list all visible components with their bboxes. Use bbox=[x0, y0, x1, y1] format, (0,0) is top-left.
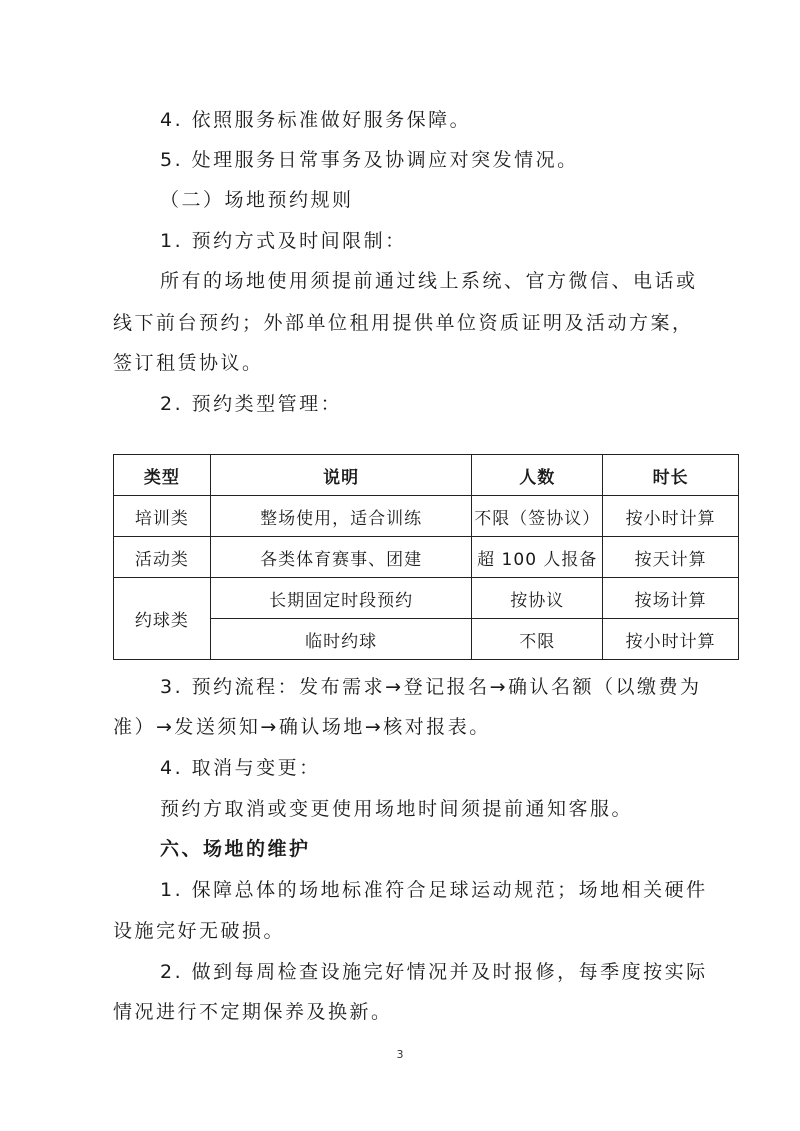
text-line: 情况进行不定期保养及换新。 bbox=[113, 1001, 393, 1023]
text-line: 3. 预约流程：发布需求→登记报名→确认名额（以缴费为 bbox=[160, 676, 702, 698]
section-heading: 六、场地的维护 bbox=[160, 838, 311, 860]
text-line: 设施完好无破损。 bbox=[113, 920, 286, 942]
text-line: 线下前台预约；外部单位租用提供单位资质证明及活动方案， bbox=[113, 312, 694, 334]
table-header-row bbox=[114, 455, 739, 496]
text-line: 1. 预约方式及时间限制： bbox=[160, 230, 407, 252]
cell-people: 按协议 bbox=[472, 578, 603, 619]
header-duration: 时长 bbox=[603, 455, 739, 496]
text-line: 4. 依照服务标准做好服务保障。 bbox=[160, 109, 472, 131]
cell-desc: 整场使用，适合训练 bbox=[210, 496, 472, 537]
cell-people: 超 100 人报备 bbox=[472, 537, 603, 578]
header-type: 类型 bbox=[114, 455, 211, 496]
text-line: 1. 保障总体的场地标准符合足球运动规范；场地相关硬件 bbox=[160, 879, 708, 901]
text-line: 预约方取消或变更使用场地时间须提前通知客服。 bbox=[160, 798, 634, 820]
table-row bbox=[114, 578, 739, 619]
cell-duration: 按小时计算 bbox=[603, 496, 739, 537]
cell-duration: 按场计算 bbox=[603, 578, 739, 619]
text-line: 5. 处理服务日常事务及协调应对突发情况。 bbox=[160, 149, 579, 171]
text-line: 2. 预约类型管理： bbox=[160, 393, 343, 415]
cell-duration: 按小时计算 bbox=[603, 619, 739, 660]
cell-desc: 各类体育赛事、团建 bbox=[210, 537, 472, 578]
cell-type: 活动类 bbox=[114, 537, 211, 578]
table-row bbox=[114, 496, 739, 537]
cell-people: 不限（签协议） bbox=[472, 496, 603, 537]
cell-people: 不限 bbox=[472, 619, 603, 660]
page-number: 3 bbox=[396, 1048, 404, 1061]
text-line: 准）→发送须知→确认场地→核对报表。 bbox=[113, 716, 491, 738]
section-heading: （二）场地预约规则 bbox=[160, 189, 354, 211]
cell-desc: 临时约球 bbox=[210, 619, 472, 660]
cell-desc: 长期固定时段预约 bbox=[210, 578, 472, 619]
cell-duration: 按天计算 bbox=[603, 537, 739, 578]
text-line: 签订租赁协议。 bbox=[113, 352, 264, 374]
text-line: 2. 做到每周检查设施完好情况并及时报修，每季度按实际 bbox=[160, 961, 708, 983]
cell-type: 培训类 bbox=[114, 496, 211, 537]
table-row bbox=[114, 537, 739, 578]
header-people: 人数 bbox=[472, 455, 603, 496]
text-line: 所有的场地使用须提前通过线上系统、官方微信、电话或 bbox=[160, 270, 698, 292]
text-line: 4. 取消与变更： bbox=[160, 757, 321, 779]
booking-type-table bbox=[113, 454, 739, 660]
header-desc: 说明 bbox=[210, 455, 472, 496]
cell-type: 约球类 bbox=[114, 578, 211, 660]
